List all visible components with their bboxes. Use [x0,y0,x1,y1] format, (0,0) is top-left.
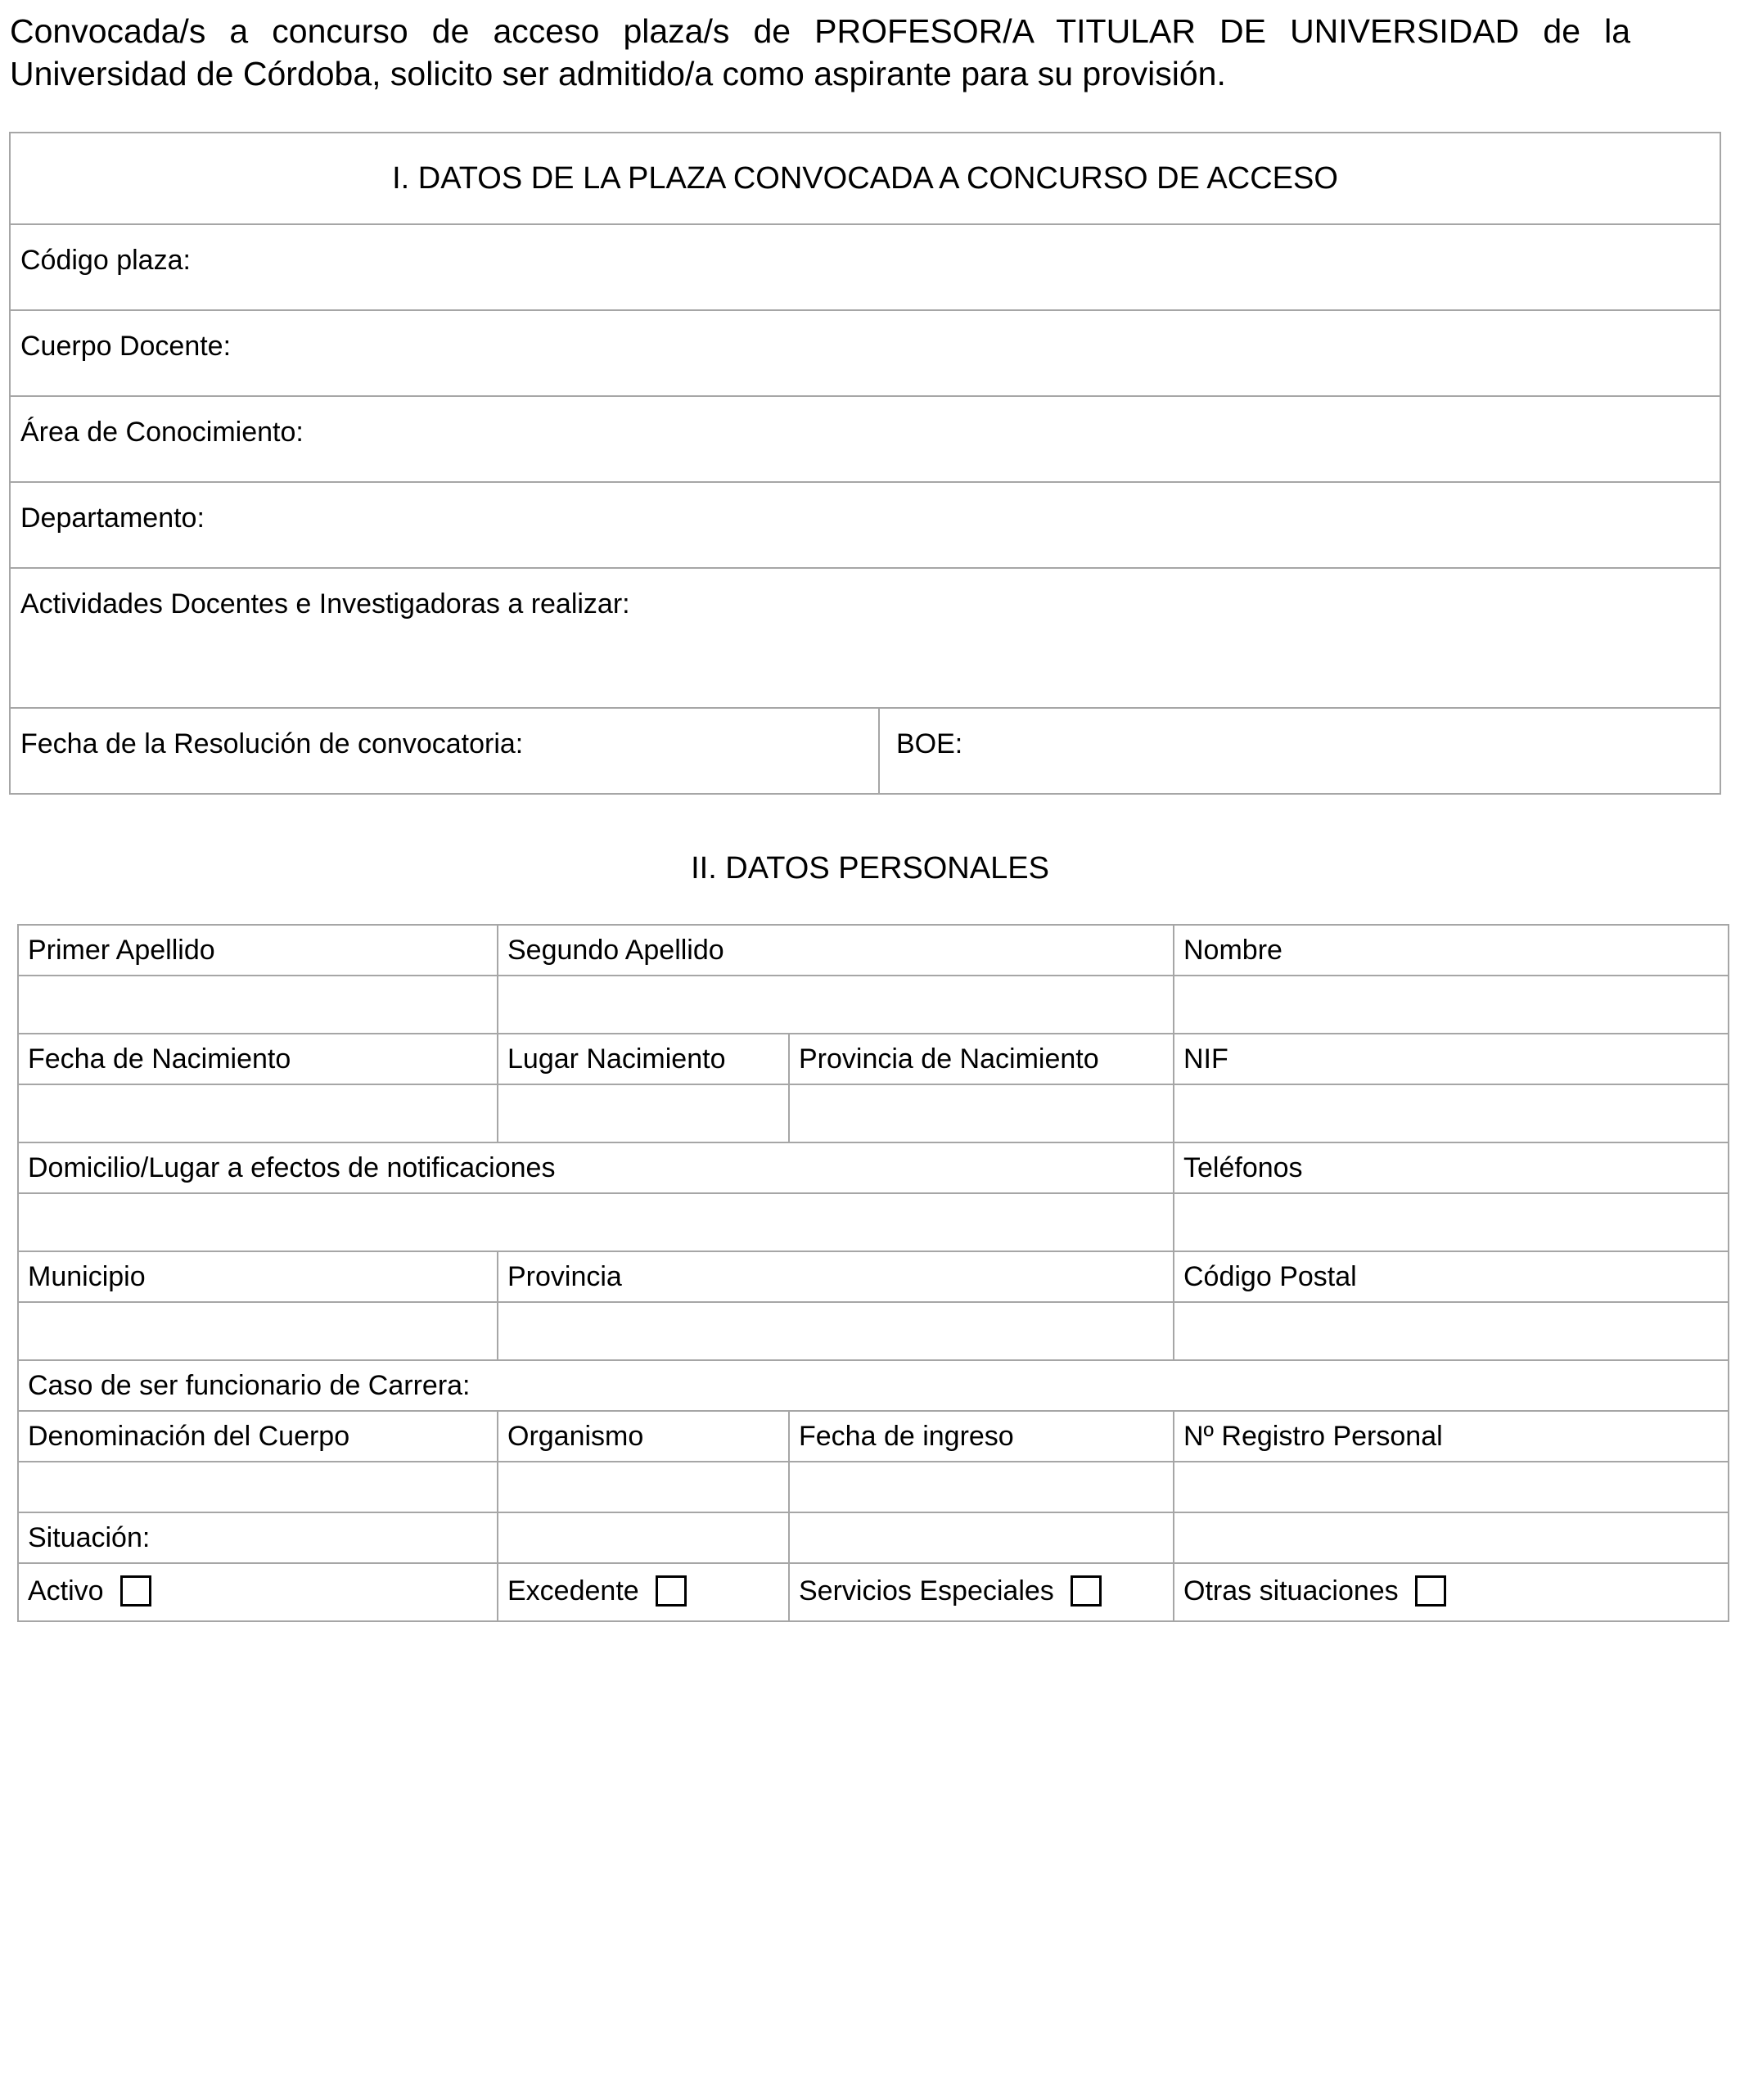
situacion-blank-2 [789,1512,1174,1563]
segundo-apellido-label: Segundo Apellido [498,925,1174,976]
servicios-especiales-checkbox[interactable] [1071,1575,1102,1607]
plaza-data-table [9,132,1721,795]
organismo-label: Organismo [498,1411,789,1462]
intro-paragraph: Convocada/s a concurso de acceso plaza/s de PROFESOR/A TITULAR DE UNIVERSIDAD de la Universidad de Córdoba, solicito ser admitido/a como aspirante para su provisión. [10,12,1630,92]
fecha-resolucion-field[interactable]: Fecha de la Resolución de convocatoria: [10,708,879,794]
lugar-nacimiento-input[interactable] [498,1084,789,1142]
fecha-nacimiento-input[interactable] [18,1084,498,1142]
codigo-postal-label: Código Postal [1174,1251,1729,1302]
segundo-apellido-input[interactable] [498,976,1174,1034]
provincia-nacimiento-label: Provincia de Nacimiento [789,1034,1174,1084]
domicilio-input[interactable] [18,1193,1174,1251]
nombre-label: Nombre [1174,925,1729,976]
boe-field[interactable]: BOE: [879,708,1720,794]
area-conocimiento-field[interactable]: Área de Conocimiento: [10,396,1720,482]
activo-option [18,1563,498,1621]
situacion-blank-3 [1174,1512,1729,1563]
denominacion-cuerpo-label: Denominación del Cuerpo [18,1411,498,1462]
activo-label: Activo [28,1575,104,1607]
primer-apellido-label: Primer Apellido [18,925,498,976]
otras-situaciones-checkbox[interactable] [1415,1575,1446,1607]
registro-personal-input[interactable] [1174,1462,1729,1512]
organismo-input[interactable] [498,1462,789,1512]
registro-personal-label: Nº Registro Personal [1174,1411,1729,1462]
servicios-especiales-option [789,1563,1174,1621]
telefonos-input[interactable] [1174,1193,1729,1251]
domicilio-label: Domicilio/Lugar a efectos de notificaciones [18,1142,1174,1193]
fecha-ingreso-label: Fecha de ingreso [789,1411,1174,1462]
nif-label: NIF [1174,1034,1729,1084]
nif-input[interactable] [1174,1084,1729,1142]
section2-title: II. DATOS PERSONALES [691,851,1049,886]
activo-checkbox[interactable] [120,1575,151,1607]
personal-data-table [17,924,1729,1622]
telefonos-label: Teléfonos [1174,1142,1729,1193]
provincia-nacimiento-input[interactable] [789,1084,1174,1142]
municipio-label: Municipio [18,1251,498,1302]
codigo-postal-input[interactable] [1174,1302,1729,1360]
caso-funcionario-label: Caso de ser funcionario de Carrera: [18,1360,1729,1411]
provincia-input[interactable] [498,1302,1174,1360]
excedente-option [498,1563,789,1621]
nombre-input[interactable] [1174,976,1729,1034]
excedente-label: Excedente [507,1575,639,1607]
fecha-ingreso-input[interactable] [789,1462,1174,1512]
primer-apellido-input[interactable] [18,976,498,1034]
excedente-checkbox[interactable] [656,1575,687,1607]
denominacion-cuerpo-input[interactable] [18,1462,498,1512]
fecha-nacimiento-label: Fecha de Nacimiento [18,1034,498,1084]
codigo-plaza-field[interactable]: Código plaza: [10,224,1720,310]
lugar-nacimiento-label: Lugar Nacimiento [498,1034,789,1084]
section1-title: I. DATOS DE LA PLAZA CONVOCADA A CONCURSO DE ACCESO [10,133,1720,224]
otras-situaciones-label: Otras situaciones [1183,1575,1399,1607]
actividades-field[interactable]: Actividades Docentes e Investigadoras a realizar: [10,568,1720,708]
situacion-blank-1 [498,1512,789,1563]
departamento-field[interactable]: Departamento: [10,482,1720,568]
otras-situaciones-option [1174,1563,1729,1621]
cuerpo-docente-field[interactable]: Cuerpo Docente: [10,310,1720,396]
municipio-input[interactable] [18,1302,498,1360]
servicios-especiales-label: Servicios Especiales [799,1575,1054,1607]
provincia-label: Provincia [498,1251,1174,1302]
situacion-label: Situación: [18,1512,498,1563]
